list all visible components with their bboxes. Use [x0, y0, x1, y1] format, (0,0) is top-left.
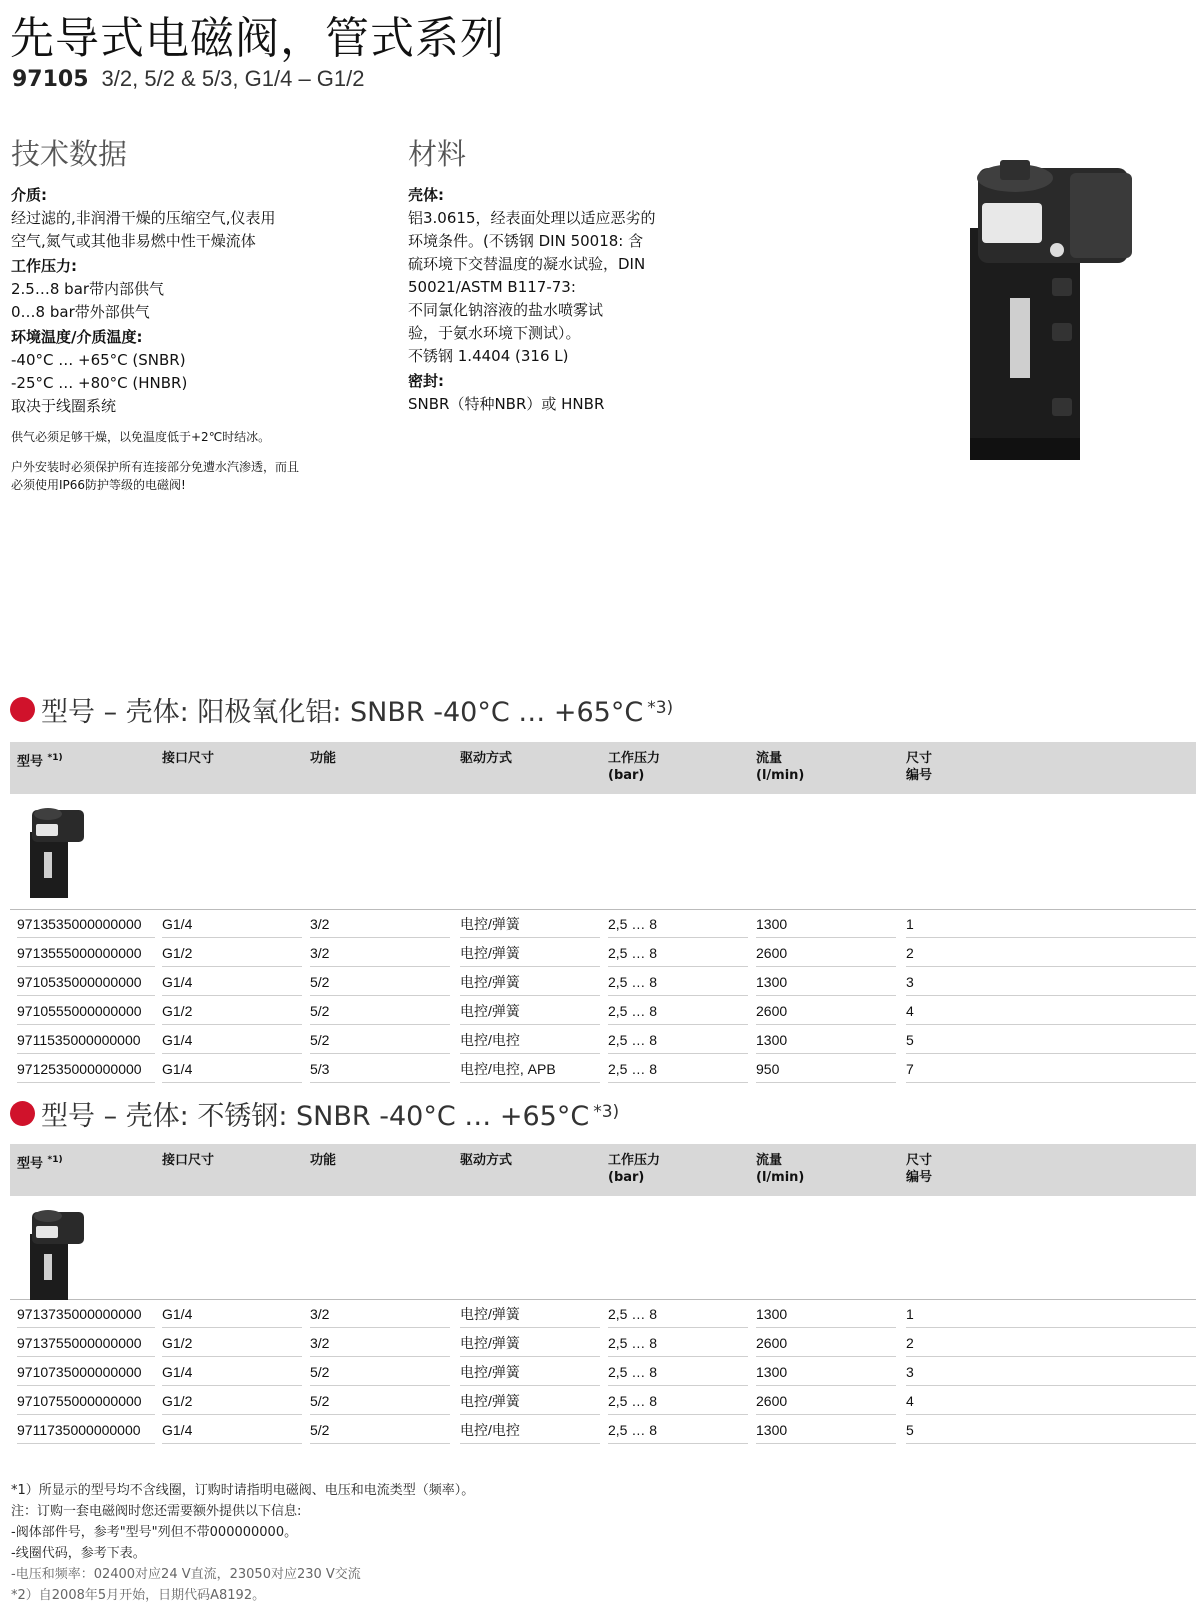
housing-line: 环境条件。(不锈钢 DIN 50018: 含: [408, 232, 644, 250]
cell-actuation: 电控/弹簧: [460, 939, 600, 967]
cell-model: 9710555000000000: [17, 997, 155, 1025]
table-image-row: [10, 794, 1196, 910]
housing-line: 铝3.0615，经表面处理以适应恶劣的: [408, 209, 656, 227]
cell-dimension: 5: [906, 1416, 1196, 1444]
footnotes: [11, 1480, 474, 1606]
cell-flow: 2600: [756, 1387, 896, 1415]
pressure-line: 0…8 bar带外部供气: [11, 303, 150, 321]
housing-line: 验，于氨水环境下测试）。: [408, 324, 581, 342]
cell-pressure: 2,5 … 8: [608, 1416, 748, 1444]
series2-footnote-ref: *3): [593, 1101, 620, 1122]
seal-text: SNBR（特种NBR）或 HNBR: [408, 395, 605, 413]
cell-actuation: 电控/电控: [460, 1026, 600, 1054]
cell-pressure: 2,5 … 8: [608, 910, 748, 938]
cell-model: 9710755000000000: [17, 1387, 155, 1415]
series1-title: 型号 – 壳体: 阳极氧化铝: SNBR -40°C … +65°C: [41, 697, 644, 728]
col-header-flow: 流量 (l/min): [756, 1153, 805, 1185]
valve-thumbnail: [20, 802, 90, 902]
cell-function: 5/2: [310, 1416, 450, 1444]
outdoor-note-line: 户外安装时必须保护所有连接部分免遭水汽渗透，而且: [11, 460, 300, 474]
cell-model: 9713555000000000: [17, 939, 155, 967]
cell-flow: 1300: [756, 1416, 896, 1444]
table-header: [10, 742, 1196, 794]
series2-heading: [10, 1094, 619, 1133]
cell-model: 9713735000000000: [17, 1300, 155, 1328]
table-image-row: [10, 1196, 1196, 1300]
table-row: [10, 1300, 1196, 1329]
cell-port: G1/4: [162, 1358, 302, 1386]
cell-dimension: 3: [906, 1358, 1196, 1386]
cell-port: G1/4: [162, 968, 302, 996]
cell-port: G1/4: [162, 910, 302, 938]
cell-pressure: 2,5 … 8: [608, 968, 748, 996]
table-row: [10, 1026, 1196, 1055]
cell-function: 5/2: [310, 968, 450, 996]
cell-flow: 2600: [756, 1329, 896, 1357]
cell-function: 5/3: [310, 1055, 450, 1083]
cell-port: G1/4: [162, 1416, 302, 1444]
cell-dimension: 4: [906, 997, 1196, 1025]
cell-pressure: 2,5 … 8: [608, 1300, 748, 1328]
cell-model: 9710735000000000: [17, 1358, 155, 1386]
cell-dimension: 5: [906, 1026, 1196, 1054]
medium-line: 空气,氮气或其他非易燃中性干燥流体: [11, 232, 256, 250]
cell-model: 9711735000000000: [17, 1416, 155, 1444]
cell-model: 9711535000000000: [17, 1026, 155, 1054]
cell-port: G1/2: [162, 1329, 302, 1357]
footnote-line: -阀体部件号，参考"型号"列但不带000000000。: [11, 1525, 298, 1540]
cell-model: 9713755000000000: [17, 1329, 155, 1357]
cell-model: 9713535000000000: [17, 910, 155, 938]
cell-pressure: 2,5 … 8: [608, 939, 748, 967]
col-header-port: 接口尺寸: [162, 751, 215, 766]
col-header-pressure: 工作压力 (bar): [608, 1153, 661, 1185]
cell-function: 5/2: [310, 997, 450, 1025]
cell-actuation: 电控/电控, APB: [460, 1055, 600, 1083]
cell-actuation: 电控/弹簧: [460, 1300, 600, 1328]
table-row: [10, 1387, 1196, 1416]
footnote-line: -电压和频率：02400对应24 V直流，23050对应230 V交流: [11, 1567, 361, 1582]
cell-pressure: 2,5 … 8: [608, 997, 748, 1025]
cell-function: 5/2: [310, 1026, 450, 1054]
series1-heading: [10, 690, 673, 729]
cell-actuation: 电控/弹簧: [460, 968, 600, 996]
col-header-function: 功能: [310, 751, 337, 766]
cell-function: 3/2: [310, 939, 450, 967]
material-heading: 材料: [408, 137, 467, 171]
cell-pressure: 2,5 … 8: [608, 1387, 748, 1415]
cell-pressure: 2,5 … 8: [608, 1329, 748, 1357]
col-header-dimension: 尺寸 编号: [906, 751, 933, 783]
cell-function: 3/2: [310, 1300, 450, 1328]
cell-actuation: 电控/弹簧: [460, 1387, 600, 1415]
series2-table: [10, 1144, 1196, 1445]
col-header-function: 功能: [310, 1153, 337, 1168]
cell-flow: 1300: [756, 1300, 896, 1328]
col-header-flow: 流量 (l/min): [756, 751, 805, 783]
medium-label: 介质:: [11, 186, 47, 204]
table-row: [10, 1055, 1196, 1084]
cell-flow: 2600: [756, 997, 896, 1025]
tech-data-heading: 技术数据: [11, 137, 128, 171]
cell-actuation: 电控/弹簧: [460, 910, 600, 938]
cell-dimension: 2: [906, 939, 1196, 967]
seal-label: 密封:: [408, 372, 444, 390]
cell-port: G1/2: [162, 997, 302, 1025]
cell-pressure: 2,5 … 8: [608, 1026, 748, 1054]
cell-flow: 1300: [756, 910, 896, 938]
housing-label: 壳体:: [408, 186, 444, 204]
housing-line: 不同氯化钠溶液的盐水喷雾试: [408, 301, 604, 319]
temperature-label: 环境温度/介质温度:: [11, 328, 143, 346]
cell-model: 9712535000000000: [17, 1055, 155, 1083]
cell-flow: 2600: [756, 939, 896, 967]
cell-dimension: 1: [906, 910, 1196, 938]
material-section: [408, 136, 708, 416]
red-bullet-icon: [10, 697, 35, 722]
cell-model: 9710535000000000: [17, 968, 155, 996]
cell-port: G1/2: [162, 1387, 302, 1415]
housing-line: 不锈钢 1.4404 (316 L): [408, 347, 569, 365]
cell-actuation: 电控/弹簧: [460, 997, 600, 1025]
table-row: [10, 910, 1196, 939]
col-header-actuation: 驱动方式: [460, 751, 513, 766]
series2-rows: [10, 1300, 1196, 1445]
outdoor-note-line: 必须使用IP66防护等级的电磁阀!: [11, 478, 186, 492]
series1-rows: [10, 910, 1196, 1084]
footnote-line: -线圈代码，参考下表。: [11, 1546, 146, 1561]
pressure-line: 2.5…8 bar带内部供气: [11, 280, 165, 298]
cell-dimension: 3: [906, 968, 1196, 996]
cell-pressure: 2,5 … 8: [608, 1055, 748, 1083]
table-row: [10, 1329, 1196, 1358]
cell-flow: 950: [756, 1055, 896, 1083]
medium-line: 经过滤的,非润滑干燥的压缩空气,仪表用: [11, 209, 276, 227]
footnote-line: *1）所显示的型号均不含线圈，订购时请指明电磁阀、电压和电流类型（频率）。: [11, 1483, 475, 1498]
table-header: [10, 1144, 1196, 1196]
temperature-line: 取决于线圈系统: [11, 397, 117, 415]
col-header-pressure: 工作压力 (bar): [608, 751, 661, 783]
footnote-line: *2）自2008年5月开始，日期代码A8192。: [11, 1588, 266, 1603]
table-row: [10, 1416, 1196, 1445]
series2-title: 型号 – 壳体: 不锈钢: SNBR -40°C … +65°C: [41, 1101, 590, 1132]
cell-actuation: 电控/电控: [460, 1416, 600, 1444]
series-variants: 3/2, 5/2 & 5/3, G1/4 – G1/2: [101, 66, 365, 91]
housing-line: 50021/ASTM B117-73:: [408, 278, 576, 296]
col-header-actuation: 驱动方式: [460, 1153, 513, 1168]
table-row: [10, 968, 1196, 997]
col-header-dimension: 尺寸 编号: [906, 1153, 933, 1185]
temperature-line: -40°C … +65°C (SNBR): [11, 351, 186, 369]
col-header-model: 型号 $^{*1)}$: [17, 753, 63, 770]
cell-port: G1/4: [162, 1026, 302, 1054]
cell-pressure: 2,5 … 8: [608, 1358, 748, 1386]
table-row: [10, 939, 1196, 968]
outdoor-note: [11, 458, 371, 494]
cell-dimension: 7: [906, 1055, 1196, 1083]
tech-data-section: [11, 136, 371, 494]
red-bullet-icon: [10, 1101, 35, 1126]
cell-flow: 1300: [756, 968, 896, 996]
series-code: 97105: [12, 67, 89, 92]
cell-port: G1/4: [162, 1300, 302, 1328]
table-row: [10, 997, 1196, 1026]
cell-dimension: 2: [906, 1329, 1196, 1357]
cell-dimension: 1: [906, 1300, 1196, 1328]
product-image: [960, 148, 1140, 468]
series1-table: [10, 742, 1196, 1084]
col-header-model: 型号 $^{*1)}$: [17, 1155, 63, 1172]
cell-actuation: 电控/弹簧: [460, 1329, 600, 1357]
cell-port: G1/2: [162, 939, 302, 967]
housing-line: 硫环境下交替温度的凝水试验，DIN: [408, 255, 646, 273]
temperature-line: -25°C … +80°C (HNBR): [11, 374, 188, 392]
series1-footnote-ref: *3): [647, 697, 674, 718]
cell-actuation: 电控/弹簧: [460, 1358, 600, 1386]
valve-thumbnail: [20, 1204, 90, 1304]
cell-function: 3/2: [310, 1329, 450, 1357]
table-row: [10, 1358, 1196, 1387]
cell-flow: 1300: [756, 1026, 896, 1054]
page-subtitle: [12, 66, 365, 92]
cell-function: 5/2: [310, 1387, 450, 1415]
dry-air-note: 供气必须足够干燥，以免温度低于+2℃时结冰。: [11, 430, 271, 444]
col-header-port: 接口尺寸: [162, 1153, 215, 1168]
footnote-line: 注：订购一套电磁阀时您还需要额外提供以下信息:: [11, 1504, 302, 1519]
pressure-label: 工作压力:: [11, 257, 77, 275]
cell-flow: 1300: [756, 1358, 896, 1386]
page-title: 先导式电磁阀，管式系列: [10, 13, 505, 64]
cell-dimension: 4: [906, 1387, 1196, 1415]
cell-port: G1/4: [162, 1055, 302, 1083]
cell-function: 3/2: [310, 910, 450, 938]
cell-function: 5/2: [310, 1358, 450, 1386]
